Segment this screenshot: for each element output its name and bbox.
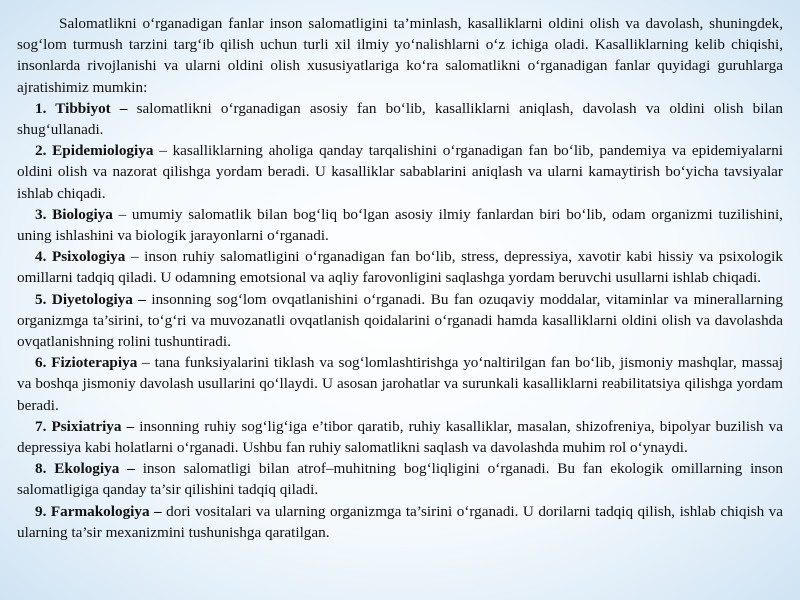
item-term: 4. Psixologiya [35, 248, 126, 266]
list-item-farmakologiya [17, 501, 783, 543]
list-item-psixologiya [17, 246, 783, 288]
list-item-biologiya [17, 204, 783, 246]
list-item-psixiatriya [17, 416, 783, 458]
item-text: salomatlikni o‘rganadigan asosiy fan bo‘lib, kasalliklarni aniqlash, davolash va oldini olish bilan shug‘ullanadi. [17, 99, 783, 139]
item-text: – inson ruhiy salomatligini o‘rganadigan fan bo‘lib, stress, depressiya, xavotir kabi hissiy va psixologik omillarni tadqiq qiladi. U odamning emotsional va aqliy farovonligini saqlashga yordam beruvchi usullarni ishlab chiqadi. [17, 248, 783, 287]
list-item-ekologiya [17, 458, 783, 500]
list-item-diyetologiya [17, 289, 783, 353]
item-term: 7. Psixiatriya – [35, 417, 135, 435]
item-term: 1. Tibbiyot – [35, 99, 128, 117]
item-term: 5. Diyetologiya – [35, 290, 146, 308]
item-text: – kasalliklarning aholiga qanday tarqalishini o‘rganadigan fan bo‘lib, pandemiya va epidemiyalarni oldini olish va nazorat qilishga yordam beradi. U kasalliklar sabablarini aniqlash va ularni kamaytirish bo‘yicha tavsiyalar ishlab chiqadi. [17, 142, 784, 202]
list-item-fizioterapiya [17, 352, 783, 416]
item-term: 3. Biologiya [35, 205, 113, 223]
item-term: 9. Farmakologiya – [35, 502, 162, 520]
item-text: dori vositalari va ularning organizmga ta’sirini o‘rganadi. U dorilarni tadqiq qilish, ishlab chiqish va ularning ta’sir mexanizmini tushunishga qaratilgan. [17, 502, 784, 541]
list-item-tibbiyot [17, 98, 783, 140]
item-text: – umumiy salomatlik bilan bog‘liq bo‘lgan asosiy ilmiy fanlardan biri bo‘lib, odam organizmi tuzilishini, uning ishlashini va biologik jarayonlarni o‘rganadi. [17, 205, 783, 245]
item-term: 8. Ekologiya – [35, 460, 135, 478]
document-page [17, 13, 783, 543]
item-text: inson salomatligi bilan atrof–muhitning bog‘liqligini o‘rganadi. Bu fan ekologik omillarning inson salomatligiga qanday ta’sir qilishini tadqiq qiladi. [17, 460, 783, 499]
item-text: insonning ruhiy sog‘lig‘iga e’tibor qaratib, ruhiy kasalliklar, masalan, shizofreniya, bipolyar buzilish va depressiya kabi holatlarni o‘rganadi. Ushbu fan ruhiy salomatlikni saqlash va davolashda muhim rol o‘ynaydi. [17, 417, 783, 457]
item-text: insonning sog‘lom ovqatlanishini o‘rganadi. Bu fan ozuqaviy moddalar, vitaminlar va minerallarning organizmga ta’sirini, to‘g‘ri va muvozanatli ovqatlanish qoidalarini o‘rganadi hamda kasalliklarni oldini olish va davolashda ovqatlanishning rolini tushuntiradi. [17, 290, 783, 351]
item-term: 6. Fizioterapiya [35, 354, 138, 372]
intro-paragraph: Salomatlikni o‘rganadigan fanlar inson salomatligini ta’minlash, kasalliklarni oldini olish va davolash, shuningdek, sog‘lom turmush tarzini targ‘ib qilish uchun turli xil ilmiy yo‘nalishlarni o‘z ichiga oladi. Kasalliklarning kelib chiqishi, insonlarda rivojlanishi va ularni oldini olish xususiyatlariga ko‘ra salomatlikni o‘rganadigan fanlar quyidagi guruhlarga ajratishimiz mumkin: [17, 15, 783, 96]
item-term: 2. Epidemiologiya [35, 142, 154, 160]
item-text: – tana funksiyalarini tiklash va sog‘lomlashtirishga yo‘naltirilgan fan bo‘lib, jismoniy mashqlar, massaj va boshqa jismoniy davolash usullarini qo‘llaydi. U asosan jarohatlar va surunkali kasalliklarni reabilitatsiya qilishga yordam beradi. [17, 354, 783, 414]
list-item-epidemiologiya [17, 140, 783, 204]
